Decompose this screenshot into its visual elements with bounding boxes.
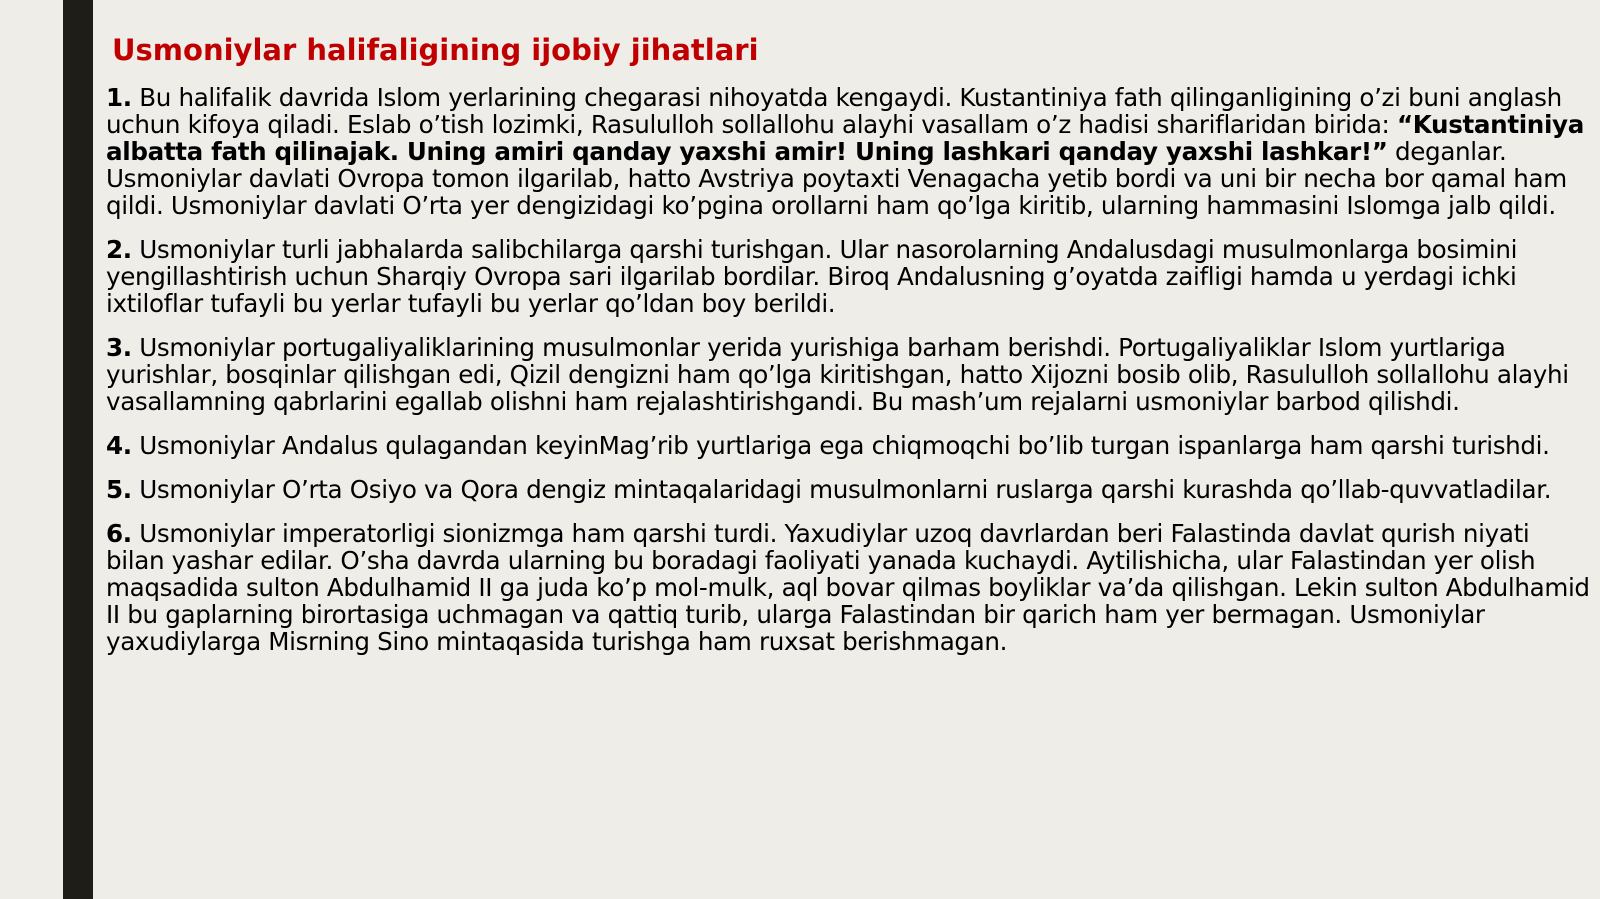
paragraph-text: Usmoniylar imperatorligi sionizmga ham qarshi turdi. Yaxudiylar uzoq davrlardan beri Falastinda davlat qurish niyati bilan yashar edilar. O’sha davrda ularning bu boradagi faoliyati yanada kuchaydi. Aytilishicha, ular Falastindan yer olish maqsadida sulton Abdulhamid II ga juda ko’p mol-mulk, aql bovar qilmas boyliklar va’da qilishgan. Lekin sulton Abdulhamid II bu gaplarning birortasiga uchmagan va qattiq turib, ularga Falastindan bir qarich ham yer bermagan. Usmoniylar yaxudiylarga Misrning Sino mintaqasida turishga ham ruxsat berishmagan. [106,519,1590,656]
slide-content [106,84,1594,672]
paragraph-number: 4. [106,431,132,460]
paragraph-number: 3. [106,333,132,362]
paragraph-text: Usmoniylar O’rta Osiyo va Qora dengiz mintaqalaridagi musulmonlarni ruslarga qarshi kurashda qo’llab-quvvatladilar. [131,475,1552,504]
paragraph-number: 2. [106,235,132,264]
paragraph-3 [106,334,1594,415]
slide-title: Usmoniylar halifaligining ijobiy jihatlari [112,33,759,67]
paragraph-text: Usmoniylar portugaliyaliklarining musulmonlar yerida yurishiga barham berishdi. Portugaliyaliklar Islom yurtlariga yurishlar, bosqinlar qilishgan edi, Qizil dengizni ham qo’lga kiritishgan, hatto Xijozni bosib olib, Rasululloh sollallohu alayhi vasallamning qabrlarini egallab olishni ham rejalashtirishgandi. Bu mash’um rejalarni usmoniylar barbod qilishdi. [106,333,1569,416]
paragraph-4 [106,432,1594,459]
paragraph-number: 5. [106,475,132,504]
paragraph-text: Usmoniylar Andalus qulagandan keyinMag’rib yurtlariga ega chiqmoqchi bo’lib turgan ispanlarga ham qarshi turishdi. [131,431,1550,460]
paragraph-1 [106,84,1594,219]
paragraph-6 [106,520,1594,655]
paragraph-number: 1. [106,83,132,112]
paragraph-number: 6. [106,519,132,548]
paragraph-text: Bu halifalik davrida Islom yerlarining chegarasi nihoyatda kengaydi. Kustantiniya fath qilinganligining o’zi buni anglash uchun kifoya qiladi. Eslab o’tish lozimki, Rasululloh sollallohu alayhi vasallam o’z hadisi shariflaridan birida: [106,83,1562,139]
paragraph-5 [106,476,1594,503]
paragraph-text: Usmoniylar turli jabhalarda salibchilarga qarshi turishgan. Ular nasorolarning Andalusdagi musulmonlarga bosimini yengillashtirish uchun Sharqiy Ovropa sari ilgarilab bordilar. Biroq Andalusning g’oyatda zaifligi hamda u yerdagi ichki ixtiloflar tufayli bu yerlar tufayli bu yerlar qo’ldan boy berildi. [106,235,1518,318]
paragraph-text-continued: deganlar. Usmoniylar davlati Ovropa tomon ilgarilab, hatto Avstriya poytaxti Venagacha yetib bordi va uni bir necha bor qamal ham qildi. Usmoniylar davlati O’rta yer dengizidagi ko’pgina orollarni ham qo’lga kiritib, ularning hammasini Islomga jalb qildi. [106,137,1567,220]
hadith-quote: “Kustantiniya albatta fath qilinajak. Uning amiri qanday yaxshi amir! Uning lashkari qanday yaxshi lashkar!” [106,110,1584,166]
paragraph-2 [106,236,1594,317]
accent-bar [63,0,93,899]
